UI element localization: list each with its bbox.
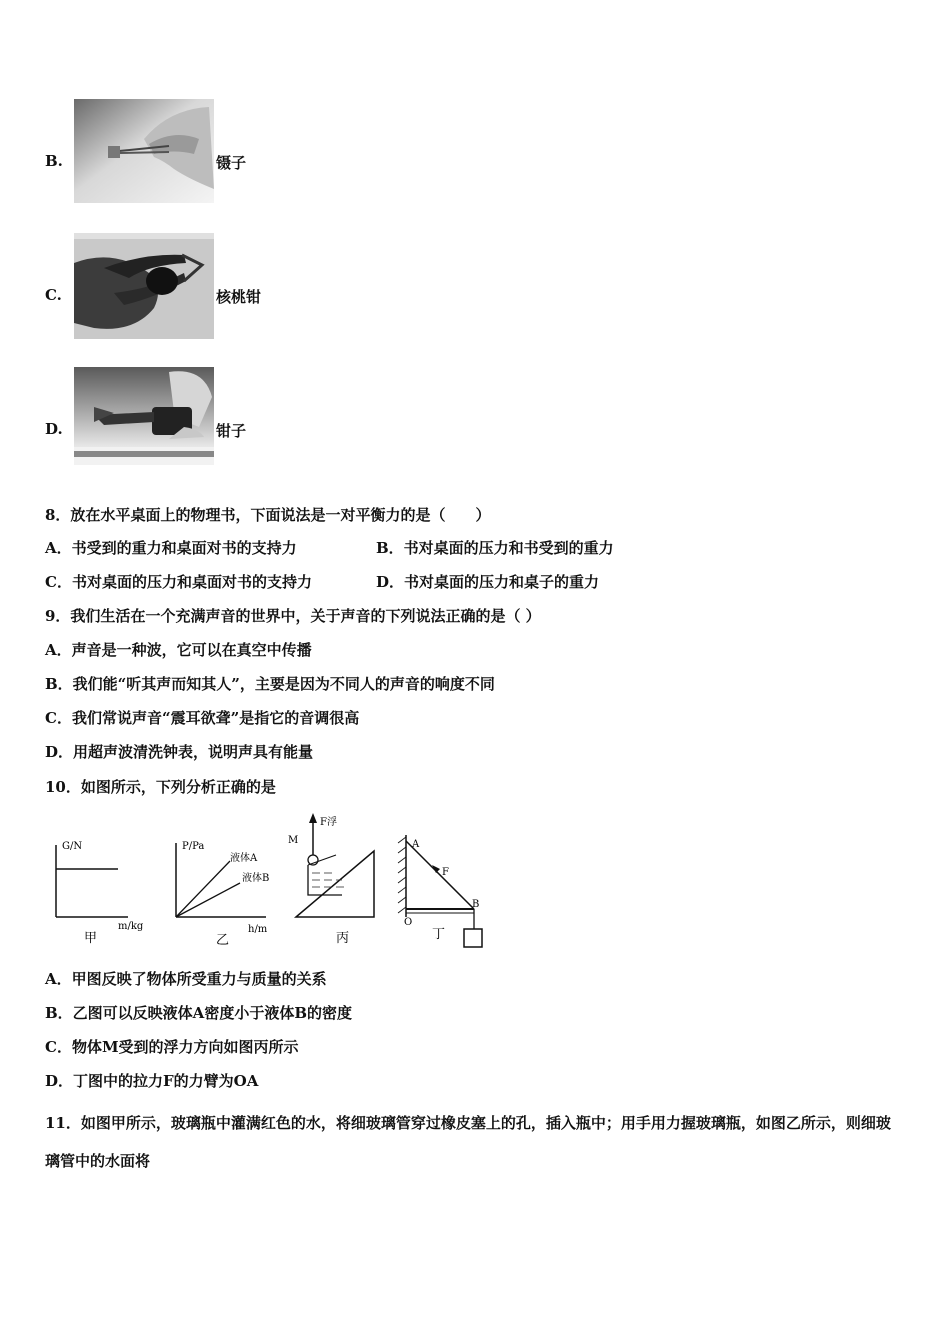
- jia-ylabel: G/N: [62, 841, 83, 852]
- ding-point-o: O: [404, 917, 413, 928]
- ding-caption: 丁: [432, 927, 446, 942]
- yi-line-a-label: 液体A: [230, 853, 258, 864]
- figure-jia: [56, 841, 144, 946]
- bing-force-label: F浮: [320, 817, 337, 828]
- figure-yi: [176, 841, 269, 948]
- yi-caption: 乙: [216, 933, 230, 948]
- q10-option-a: A．甲图反映了物体所受重力与质量的关系: [45, 970, 327, 988]
- yi-xlabel: h/m: [248, 924, 268, 935]
- q8-option-b: B．书对桌面的压力和书受到的重力: [376, 539, 614, 557]
- figure-ding: [398, 835, 482, 947]
- q9-option-c: C．我们常说声音“震耳欲聋”是指它的音调很高: [45, 709, 360, 727]
- ding-point-b: B: [472, 899, 480, 910]
- q9-stem: 9．我们生活在一个充满声音的世界中，关于声音的下列说法正确的是（ ）: [45, 607, 541, 625]
- nutcracker-photo: [74, 233, 214, 339]
- tweezers-photo: [74, 99, 214, 203]
- q10-option-c: C．物体M受到的浮力方向如图丙所示: [45, 1038, 299, 1056]
- jia-xlabel: m/kg: [118, 921, 144, 932]
- pliers-photo: [74, 367, 214, 465]
- ding-force-label: F: [442, 867, 449, 878]
- q10-figure: [40, 805, 500, 955]
- q9-option-b: B．我们能“听其声而知其人”，主要是因为不同人的声音的响度不同: [45, 675, 495, 693]
- q10-stem: 10．如图所示，下列分析正确的是: [45, 778, 276, 796]
- yi-line-b-label: 液体B: [242, 873, 270, 884]
- bing-mass-label: M: [288, 835, 299, 846]
- q8-option-d: D．书对桌面的压力和桌子的重力: [376, 573, 600, 591]
- figure-bing: [288, 813, 374, 946]
- q10-option-b: B．乙图可以反映液体A密度小于液体B的密度: [45, 1004, 352, 1022]
- ding-point-a: A: [412, 839, 420, 850]
- q8-stem: 8．放在水平桌面上的物理书，下面说法是一对平衡力的是（ ）: [45, 506, 491, 524]
- q8-option-c: C．书对桌面的压力和桌面对书的支持力: [45, 573, 312, 591]
- bing-caption: 丙: [336, 931, 350, 946]
- q11-stem: 11．如图甲所示，玻璃瓶中灌满红色的水，将细玻璃管穿过橡皮塞上的孔，插入瓶中；用手用力握玻璃瓶，如图乙所示，则细玻璃管中的水面将: [45, 1114, 891, 1170]
- q7-option-d-caption: 钳子: [216, 422, 247, 440]
- q9-option-a: A．声音是一种波，它可以在真空中传播: [45, 641, 312, 659]
- q7-option-c-caption: 核桃钳: [216, 288, 262, 306]
- q7-option-c-letter: C.: [45, 286, 62, 304]
- yi-ylabel: P/Pa: [182, 841, 205, 852]
- q7-option-b-caption: 镊子: [216, 154, 247, 172]
- q7-option-b-letter: B.: [45, 152, 63, 170]
- q9-option-d: D．用超声波清洗钟表，说明声具有能量: [45, 743, 314, 761]
- jia-caption: 甲: [84, 931, 98, 946]
- q7-option-d-letter: D.: [45, 420, 63, 438]
- q10-option-d: D．丁图中的拉力F的力臂为OA: [45, 1072, 259, 1090]
- q8-option-a: A．书受到的重力和桌面对书的支持力: [45, 539, 297, 557]
